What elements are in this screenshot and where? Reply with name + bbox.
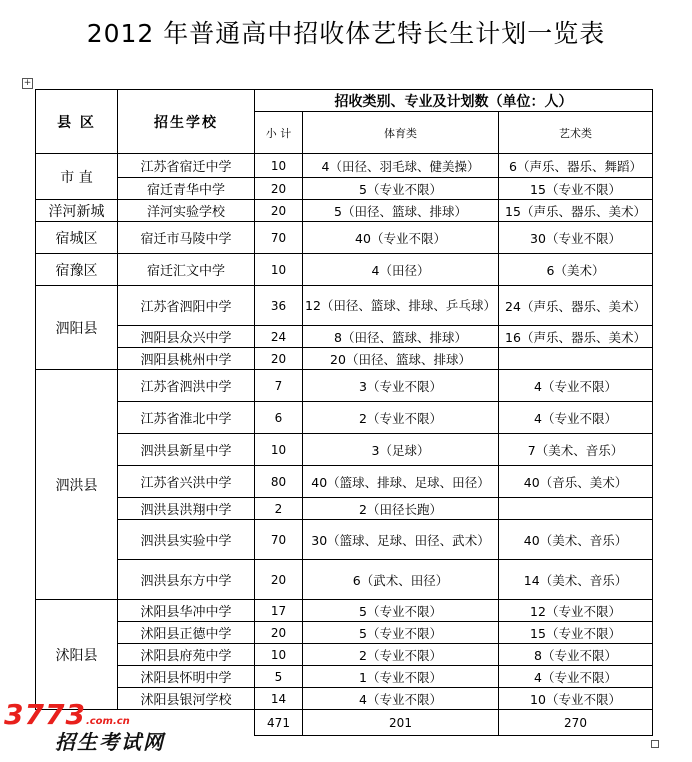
- sports-cell: 8（田径、篮球、排球）: [303, 326, 499, 348]
- county-cell: 市 直: [36, 154, 118, 200]
- school-cell: 泗洪县东方中学: [118, 560, 255, 600]
- subtotal-cell: 20: [255, 348, 303, 370]
- arts-cell: 4（专业不限）: [499, 370, 653, 402]
- subtotal-cell: 2: [255, 498, 303, 520]
- header-sports: 体育类: [303, 112, 499, 154]
- subtotal-cell: 80: [255, 466, 303, 498]
- arts-cell: 40（美术、音乐）: [499, 520, 653, 560]
- subtotal-cell: 7: [255, 370, 303, 402]
- table-row: [36, 402, 653, 434]
- school-cell: 江苏省兴洪中学: [118, 466, 255, 498]
- county-cell: 沭阳县: [36, 600, 118, 710]
- totals-subtotal: 471: [255, 710, 303, 736]
- school-cell: 洋河实验学校: [118, 200, 255, 222]
- arts-cell: 10（专业不限）: [499, 688, 653, 710]
- school-cell: 江苏省宿迁中学: [118, 154, 255, 178]
- school-cell: 沭阳县华冲中学: [118, 600, 255, 622]
- table-resize-handle[interactable]: [651, 740, 659, 748]
- totals-arts: 270: [499, 710, 653, 736]
- sports-cell: 40（篮球、排球、足球、田径）: [303, 466, 499, 498]
- subtotal-cell: 10: [255, 154, 303, 178]
- table-row: [36, 520, 653, 560]
- table-row: [36, 644, 653, 666]
- sports-cell: 5（专业不限）: [303, 600, 499, 622]
- school-cell: 泗洪县新星中学: [118, 434, 255, 466]
- school-cell: 江苏省淮北中学: [118, 402, 255, 434]
- table-row: [36, 178, 653, 200]
- school-cell: 江苏省泗阳中学: [118, 286, 255, 326]
- school-cell: 宿迁汇文中学: [118, 254, 255, 286]
- school-cell: 泗洪县洪翔中学: [118, 498, 255, 520]
- arts-cell: 24（声乐、器乐、美术）: [499, 286, 653, 326]
- table-row: [36, 434, 653, 466]
- table-row: [36, 254, 653, 286]
- table-row: [36, 370, 653, 402]
- arts-cell: 40（音乐、美术）: [499, 466, 653, 498]
- arts-cell: [499, 498, 653, 520]
- school-cell: 沭阳县府苑中学: [118, 644, 255, 666]
- subtotal-cell: 10: [255, 254, 303, 286]
- county-cell: 宿豫区: [36, 254, 118, 286]
- watermark-sub: .com.cn: [85, 716, 130, 727]
- header-subtotal: 小 计: [255, 112, 303, 154]
- subtotal-cell: 17: [255, 600, 303, 622]
- sports-cell: 4（专业不限）: [303, 688, 499, 710]
- table-row: [36, 466, 653, 498]
- page-title: 2012 年普通高中招收体艺特长生计划一览表: [86, 19, 606, 48]
- subtotal-cell: 20: [255, 560, 303, 600]
- school-cell: 泗洪县实验中学: [118, 520, 255, 560]
- arts-cell: [499, 348, 653, 370]
- subtotal-cell: 14: [255, 688, 303, 710]
- sports-cell: 5（专业不限）: [303, 178, 499, 200]
- arts-cell: 4（专业不限）: [499, 666, 653, 688]
- table-row: [36, 498, 653, 520]
- school-cell: 宿迁市马陵中学: [118, 222, 255, 254]
- table-row: [36, 600, 653, 622]
- sports-cell: 2（专业不限）: [303, 402, 499, 434]
- sports-cell: 5（专业不限）: [303, 622, 499, 644]
- sports-cell: 12（田径、篮球、排球、乒乓球）: [303, 286, 499, 326]
- sports-cell: 3（专业不限）: [303, 370, 499, 402]
- subtotal-cell: 70: [255, 222, 303, 254]
- county-cell: 宿城区: [36, 222, 118, 254]
- sports-cell: 30（篮球、足球、田径、武术）: [303, 520, 499, 560]
- subtotal-cell: 6: [255, 402, 303, 434]
- table-row: [36, 560, 653, 600]
- sports-cell: 6（武术、田径）: [303, 560, 499, 600]
- sports-cell: 4（田径）: [303, 254, 499, 286]
- table-row: [36, 200, 653, 222]
- arts-cell: 6（声乐、器乐、舞蹈）: [499, 154, 653, 178]
- subtotal-cell: 20: [255, 178, 303, 200]
- sports-cell: 40（专业不限）: [303, 222, 499, 254]
- school-cell: 沭阳县正德中学: [118, 622, 255, 644]
- subtotal-cell: 36: [255, 286, 303, 326]
- school-cell: 宿迁青华中学: [118, 178, 255, 200]
- table-row: [36, 348, 653, 370]
- header-school: 招生学校: [118, 90, 255, 154]
- arts-cell: 8（专业不限）: [499, 644, 653, 666]
- table-row: [36, 154, 653, 178]
- school-cell: 沭阳县怀明中学: [118, 666, 255, 688]
- subtotal-cell: 20: [255, 622, 303, 644]
- watermark-slogan: 招生考试网: [55, 730, 165, 754]
- county-cell: 泗洪县: [36, 370, 118, 600]
- subtotal-cell: 24: [255, 326, 303, 348]
- watermark-main: 3773: [4, 698, 86, 731]
- sports-cell: 1（专业不限）: [303, 666, 499, 688]
- table-row: [36, 222, 653, 254]
- county-cell: 泗阳县: [36, 286, 118, 370]
- sports-cell: 4（田径、羽毛球、健美操）: [303, 154, 499, 178]
- table-row: [36, 622, 653, 644]
- arts-cell: 12（专业不限）: [499, 600, 653, 622]
- county-cell: 洋河新城: [36, 200, 118, 222]
- subtotal-cell: 10: [255, 434, 303, 466]
- sports-cell: 5（田径、篮球、排球）: [303, 200, 499, 222]
- arts-cell: 4（专业不限）: [499, 402, 653, 434]
- school-cell: 泗阳县桃州中学: [118, 348, 255, 370]
- school-cell: 江苏省泗洪中学: [118, 370, 255, 402]
- sports-cell: 3（足球）: [303, 434, 499, 466]
- arts-cell: 7（美术、音乐）: [499, 434, 653, 466]
- school-cell: 泗阳县众兴中学: [118, 326, 255, 348]
- sports-cell: 2（田径长跑）: [303, 498, 499, 520]
- arts-cell: 30（专业不限）: [499, 222, 653, 254]
- arts-cell: 6（美术）: [499, 254, 653, 286]
- table-row: [36, 666, 653, 688]
- table-move-handle-icon[interactable]: +: [23, 78, 32, 88]
- subtotal-cell: 70: [255, 520, 303, 560]
- totals-sports: 201: [303, 710, 499, 736]
- arts-cell: 15（专业不限）: [499, 178, 653, 200]
- table-row: [36, 326, 653, 348]
- subtotal-cell: 20: [255, 200, 303, 222]
- enrollment-table: [35, 89, 653, 736]
- sports-cell: 2（专业不限）: [303, 644, 499, 666]
- arts-cell: 14（美术、音乐）: [499, 560, 653, 600]
- header-group: 招收类别、专业及计划数（单位：人）: [255, 90, 653, 112]
- arts-cell: 15（专业不限）: [499, 622, 653, 644]
- table-row: [36, 286, 653, 326]
- sports-cell: 20（田径、篮球、排球）: [303, 348, 499, 370]
- arts-cell: 15（声乐、器乐、美术）: [499, 200, 653, 222]
- subtotal-cell: 10: [255, 644, 303, 666]
- header-arts: 艺术类: [499, 112, 653, 154]
- arts-cell: 16（声乐、器乐、美术）: [499, 326, 653, 348]
- header-county: 县 区: [36, 90, 118, 154]
- subtotal-cell: 5: [255, 666, 303, 688]
- school-cell: 沭阳县银河学校: [118, 688, 255, 710]
